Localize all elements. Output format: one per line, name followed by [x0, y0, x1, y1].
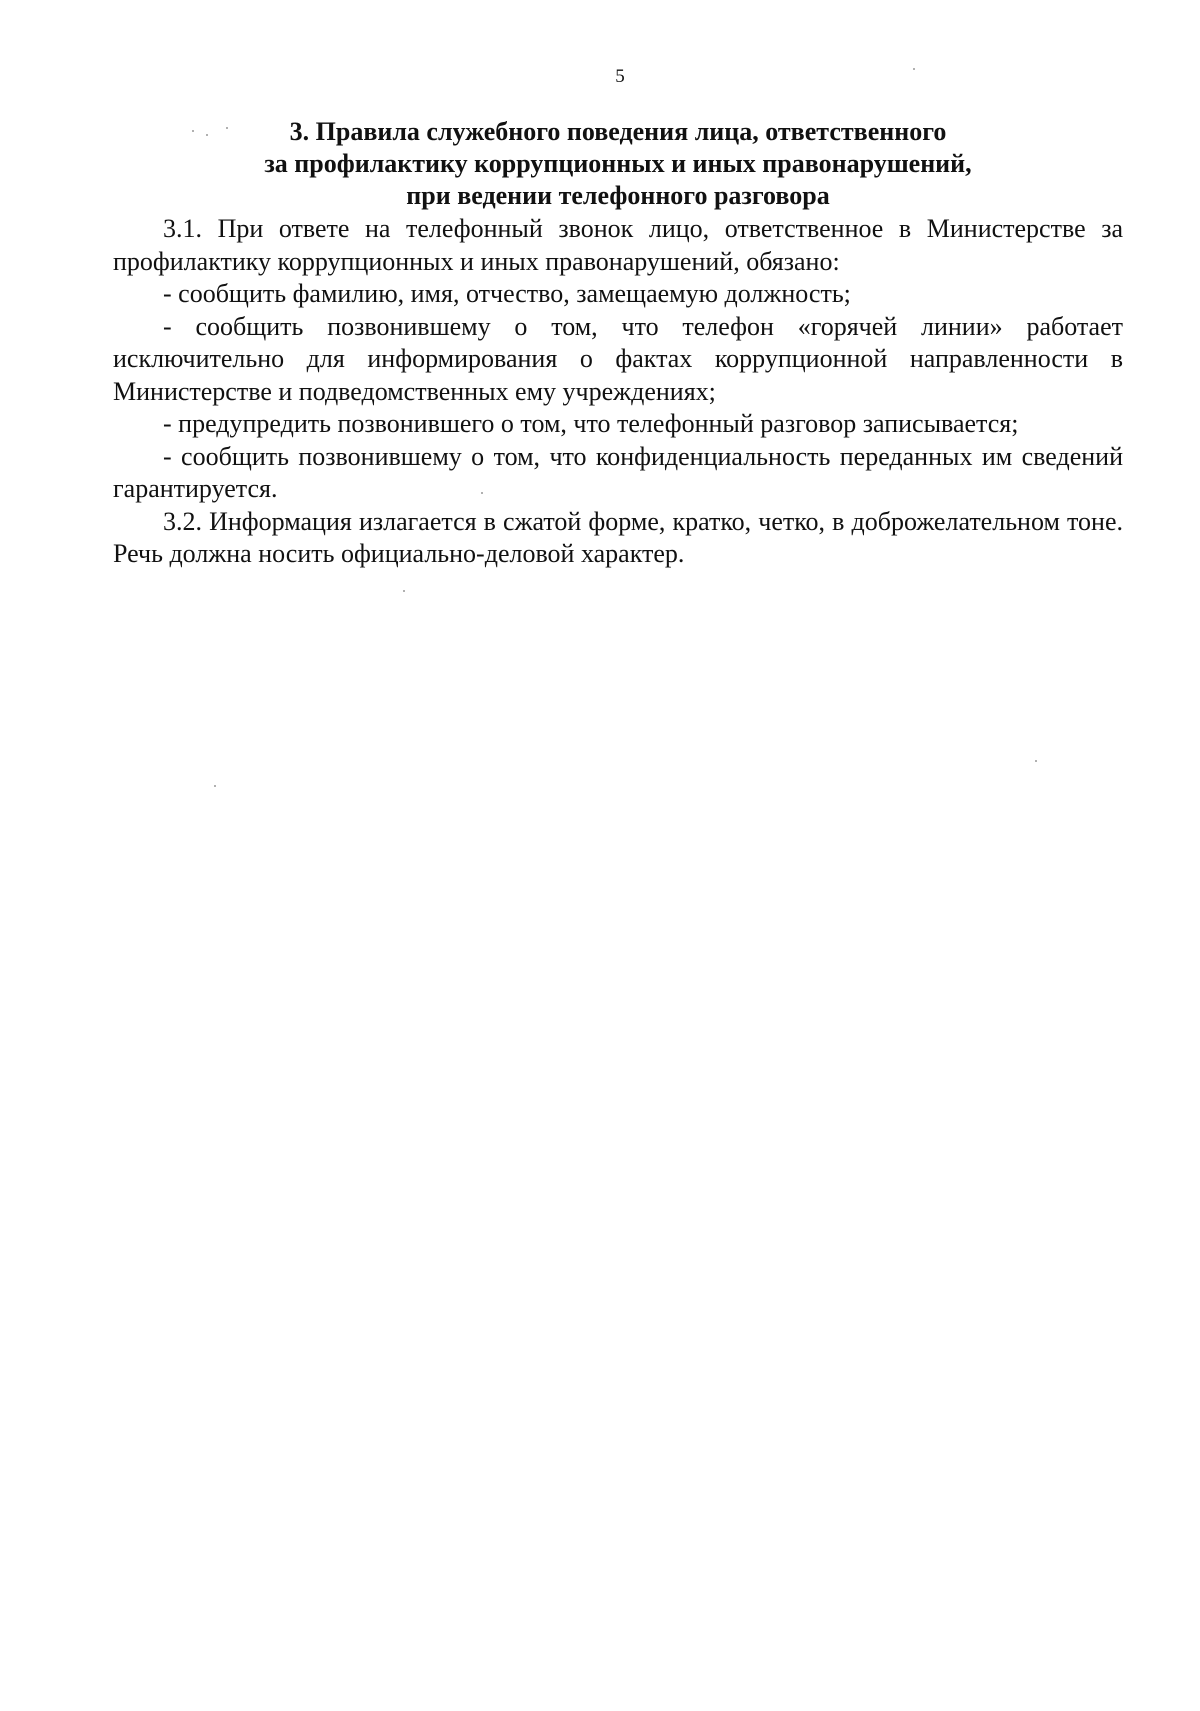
scan-speck — [403, 590, 405, 592]
scan-speck — [481, 492, 483, 494]
heading-line-2: за профилактику коррупционных и иных правонарушений, — [264, 149, 972, 178]
list-item-name-position: - сообщить фамилию, имя, отчество, замещаемую должность; — [163, 279, 851, 308]
scan-speck — [192, 130, 194, 132]
heading-line-3: при ведении телефонного разговора — [406, 181, 830, 210]
scan-speck — [1035, 760, 1037, 762]
heading-line-1: 3. Правила служебного поведения лица, ответственного — [289, 117, 947, 146]
list-item-recording-warning: - предупредить позвонившего о том, что телефонный разговор записывается; — [163, 409, 1019, 438]
scan-speck — [913, 68, 915, 70]
list-item-hotline-purpose: - сообщить позвонившему о том, что телефон «горячей линии» работает исключительно для информирования о фактах коррупционной направленности в Министерстве и подведомственных ему учреждениях; — [113, 311, 1123, 406]
document-body — [113, 116, 1123, 571]
scan-speck — [226, 127, 228, 129]
page-number: 5 — [615, 66, 625, 87]
scan-speck — [214, 785, 216, 787]
list-item-confidentiality: - сообщить позвонившему о том, что конфиденциальность переданных им сведений гарантируется. — [113, 441, 1123, 503]
section-heading — [113, 116, 1123, 212]
paragraph-3-2: 3.2. Информация излагается в сжатой форме, кратко, четко, в доброжелательном тоне. Речь должна носить официально-деловой характер. — [113, 506, 1123, 568]
paragraph-3-1: 3.1. При ответе на телефонный звонок лицо, ответственное в Министерстве за профилактику коррупционных и иных правонарушений, обязано: — [113, 214, 1123, 276]
scan-speck — [206, 134, 208, 136]
